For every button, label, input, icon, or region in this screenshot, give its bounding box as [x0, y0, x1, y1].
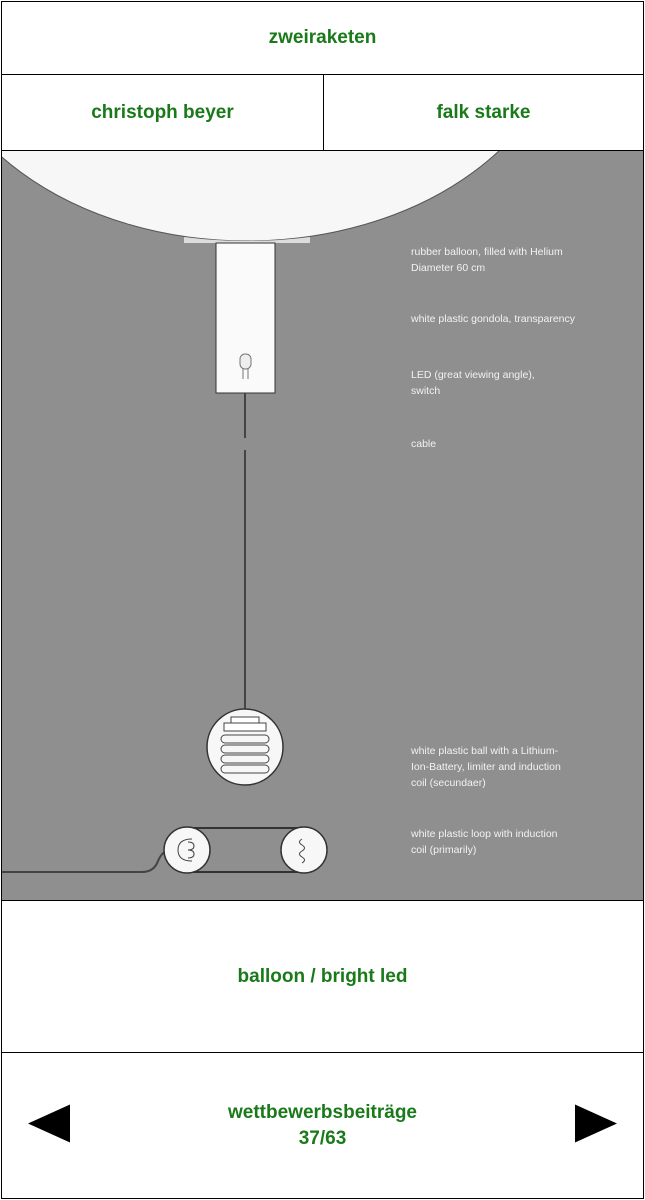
project-caption: balloon / bright led	[237, 965, 408, 987]
battery-ball-shape	[207, 709, 283, 785]
title-bar	[1, 1, 644, 75]
author-link-falk-starke[interactable]: falk starke	[436, 101, 531, 123]
technical-drawing	[2, 151, 644, 901]
annotation-induction-loop: white plastic loop with induction coil (primarily)	[411, 828, 558, 856]
left-triangle-arrow-icon[interactable]	[28, 1104, 70, 1147]
navigation-bar	[1, 1052, 644, 1199]
gondola-shape	[216, 243, 275, 393]
annotation-gondola: white plastic gondola, transparency	[411, 313, 576, 325]
author-cell-left	[1, 74, 324, 151]
annotation-battery-ball: white plastic ball with a Lithium- Ion-Battery, limiter and induction coil (secundaer)	[411, 745, 561, 789]
project-image	[1, 150, 644, 901]
entries-counter: 37/63	[298, 1127, 347, 1149]
entries-link[interactable]	[228, 1100, 417, 1152]
annotation-cable: cable	[411, 438, 437, 450]
right-triangle-arrow-icon[interactable]	[575, 1104, 617, 1147]
annotation-balloon: rubber balloon, filled with Helium Diameter 60 cm	[411, 246, 563, 274]
caption-bar	[1, 900, 644, 1053]
entries-label: wettbewerbsbeiträge	[228, 1101, 417, 1123]
author-link-christoph-beyer[interactable]: christoph beyer	[91, 101, 234, 123]
annotation-led: LED (great viewing angle), switch	[411, 369, 535, 397]
title-link[interactable]: zweiraketen	[268, 27, 377, 48]
author-cell-right	[323, 74, 644, 151]
